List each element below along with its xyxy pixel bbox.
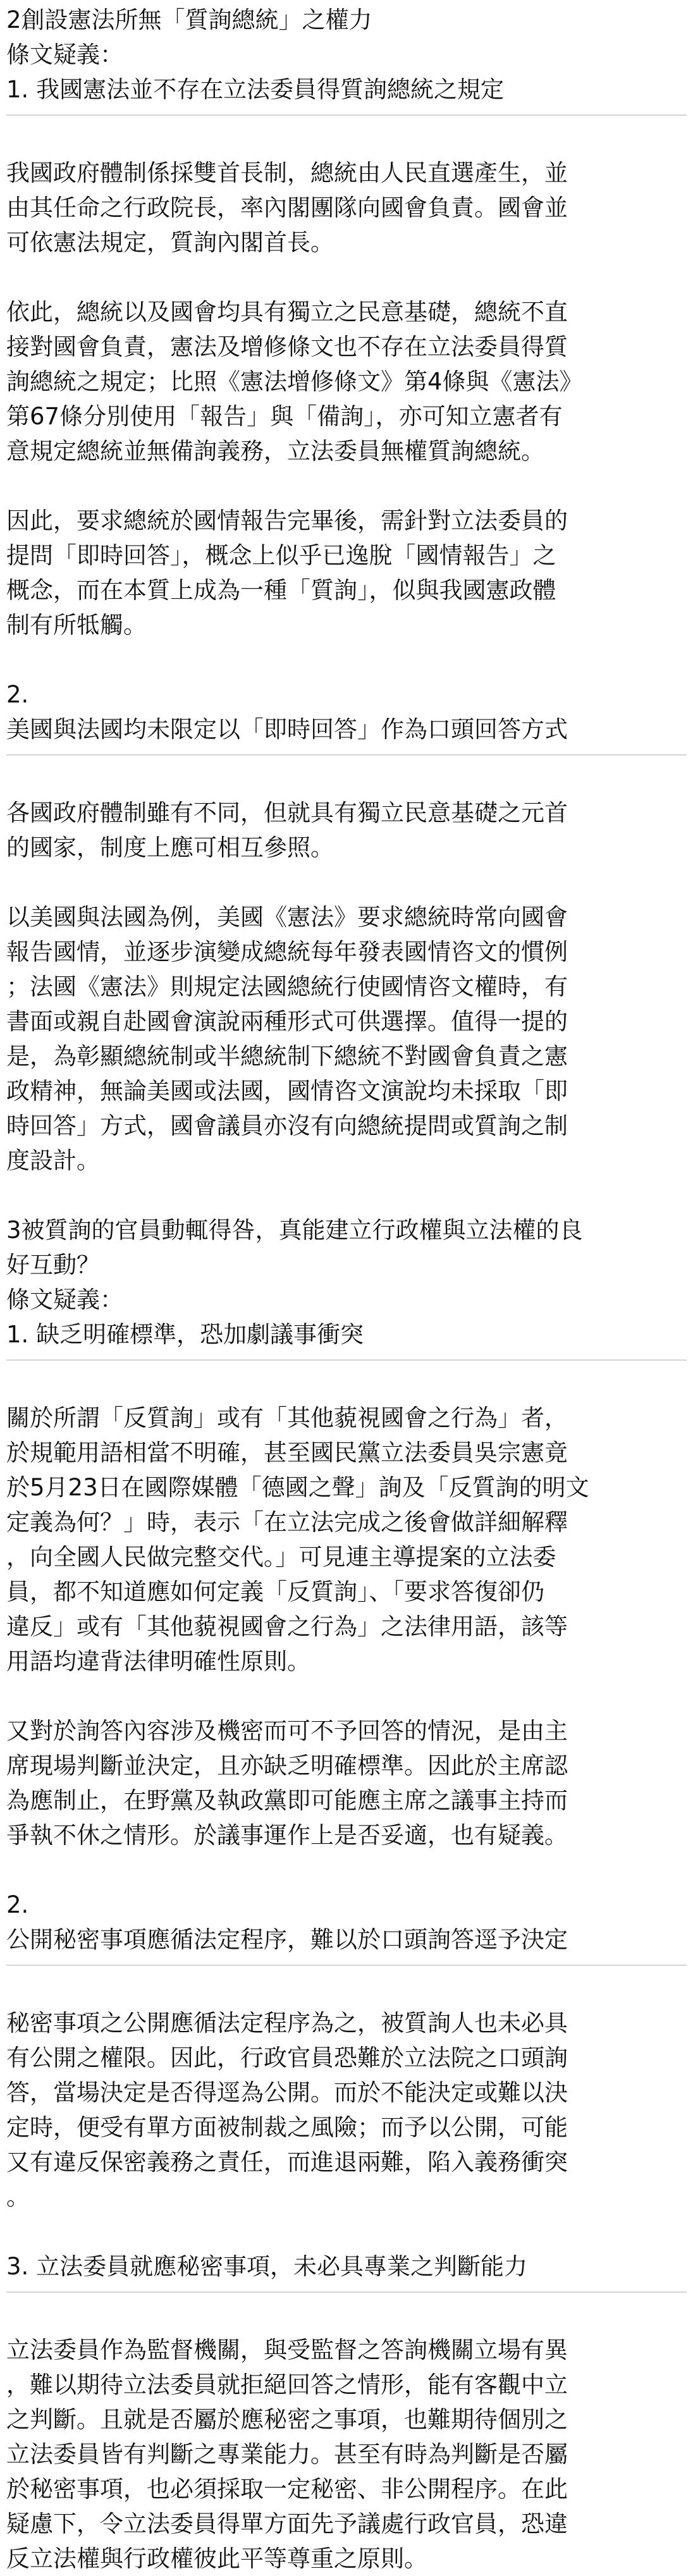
text-line: 關於所謂「反質詢」或有「其他藐視國會之行為」者， <box>6 1404 568 1432</box>
text-line: 是，為彰顯總統制或半總統制下總統不對國會負責之憲 <box>6 1043 568 1070</box>
text-line: 因此，要求總統於國情報告完畢後，需針對立法委員的 <box>6 507 568 534</box>
text-line: 爭執不休之情形。於議事運作上是否妥適，也有疑義。 <box>6 1822 568 1849</box>
text-line: 第67條分別使用「報告」與「備詢」，亦可知立憲者有 <box>6 403 563 430</box>
text-line: 之判斷。且就是否屬於應秘密之事項，也難期待個別之 <box>6 2406 568 2433</box>
text-line: 用語均違背法律明確性原則。 <box>6 1648 310 1675</box>
divider <box>6 114 687 116</box>
text-line: 提問「即時回答」，概念上似乎已逸脫「國情報告」之 <box>6 542 556 569</box>
paragraph-gap <box>6 1679 683 1714</box>
text-line: 席現場判斷並決定，且亦缺乏明確標準。因此於主席認 <box>6 1752 568 1779</box>
text-line: 2. <box>6 681 29 708</box>
text-line: 好互動？ <box>6 1251 100 1279</box>
text-line: 1. 我國憲法並不存在立法委員得質詢總統之規定 <box>6 76 505 103</box>
text-line: 由其任命之行政院長，率內閣團隊向國會負責。國會並 <box>6 194 568 221</box>
paragraph-gap <box>6 1366 683 1401</box>
paragraph-gap <box>6 121 683 156</box>
text-line: 制有所牴觸。 <box>6 611 147 639</box>
text-line: ，向全國人民做完整交代。」可見連主導提案的立法委 <box>6 1543 556 1571</box>
text-line: 概念，而在本質上成為一種「質詢」，似與我國憲政體 <box>6 577 556 604</box>
text-line: ，難以期待立法委員就拒絕回答之情形，能有客觀中立 <box>6 2371 568 2398</box>
text-line: 意規定總統並無備詢義務，立法委員無權質詢總統。 <box>6 438 544 465</box>
text-line: 2. <box>6 1891 29 1918</box>
text-line: 於規範用語相當不明確，甚至國民黨立法委員吳宗憲竟 <box>6 1439 568 1466</box>
text-line: 書面或親自赴國會演說兩種形式可供選擇。值得一提的 <box>6 1008 568 1035</box>
text-line: 違反」或有「其他藐視國會之行為」之法律用語，該等 <box>6 1613 568 1640</box>
text-line: 3. 立法委員就應秘密事項，未必具專業之判斷能力 <box>6 2253 528 2280</box>
text-line: 美國與法國均未限定以「即時回答」作為口頭回答方式 <box>6 716 568 743</box>
text-line: 公開秘密事項應循法定程序，難以於口頭詢答逕予決定 <box>6 1926 568 1953</box>
paragraph-gap <box>6 1178 683 1213</box>
paragraph-gap <box>6 260 683 295</box>
text-line: 3被質詢的官員動輒得咎，真能建立行政權與立法權的良 <box>6 1217 583 1244</box>
text-line: 有公開之權限。因此，行政官員恐難於立法院之口頭詢 <box>6 2044 568 2071</box>
paragraph-gap <box>6 2214 683 2249</box>
divider <box>6 1965 687 1966</box>
paragraph-gap <box>6 865 683 900</box>
text-line: 依此，總統以及國會均具有獨立之民意基礎，總統不直 <box>6 298 568 326</box>
text-line: 又對於詢答內容涉及機密而可不予回答的情況，是由主 <box>6 1717 568 1745</box>
paragraph-gap <box>6 642 683 677</box>
paragraph-gap <box>6 1971 683 2006</box>
text-line: 於5月23日在國際媒體「德國之聲」詢及「反質詢的明文 <box>6 1474 589 1501</box>
document-body <box>6 3 683 2576</box>
text-line: 時回答」方式，國會議員亦沒有向總統提問或質詢之制 <box>6 1112 568 1139</box>
text-line: 政精神，無論美國或法國，國情咨文演說均未採取「即 <box>6 1077 568 1105</box>
text-line: 詢總統之規定；比照《憲法增修條文》第4條與《憲法》 <box>6 368 583 395</box>
paragraph-gap <box>6 2298 683 2333</box>
text-line: 定時，便受有單方面被制裁之風險；而予以公開，可能 <box>6 2114 568 2141</box>
divider <box>6 754 687 756</box>
text-line: 立法委員皆有判斷之專業能力。甚至有時為判斷是否屬 <box>6 2441 568 2468</box>
text-line: 。 <box>6 2183 30 2211</box>
text-line: 又有違反保密義務之責任，而進退兩難，陷入義務衝突 <box>6 2149 568 2176</box>
divider <box>6 1359 687 1361</box>
text-line: 各國政府體制雖有不同，但就具有獨立民意基礎之元首 <box>6 799 568 826</box>
text-line: 2創設憲法所無「質詢總統」之權力 <box>6 6 372 34</box>
text-line: 我國政府體制係採雙首長制，總統由人民直選產生，並 <box>6 159 568 187</box>
text-line: 1. 缺乏明確標準，恐加劇議事衝突 <box>6 1321 364 1348</box>
text-line: 定義為何？」時，表示「在立法完成之後會做詳細解釋 <box>6 1509 568 1536</box>
paragraph-gap <box>6 469 683 503</box>
text-line: 員，都不知道應如何定義「反質詢」、「要求答復卻仍 <box>6 1578 544 1605</box>
text-line: 條文疑義： <box>6 41 123 68</box>
text-line: ；法國《憲法》則規定法國總統行使國情咨文權時，有 <box>6 973 568 1000</box>
text-line: 秘密事項之公開應循法定程序為之，被質詢人也未必具 <box>6 2009 568 2037</box>
text-line: 反立法權與行政權彼此平等尊重之原則。 <box>6 2545 427 2572</box>
text-line: 以美國與法國為例，美國《憲法》要求總統時常向國會 <box>6 904 568 931</box>
divider <box>6 2291 687 2293</box>
text-line: 可依憲法規定，質詢內閣首長。 <box>6 229 334 256</box>
paragraph-gap <box>6 1853 683 1887</box>
text-line: 條文疑義： <box>6 1286 123 1313</box>
text-line: 報告國情，並逐步演變成總統每年發表國情咨文的慣例 <box>6 938 568 966</box>
text-line: 度設計。 <box>6 1147 100 1174</box>
text-line: 疑慮下，令立法委員得單方面先予議處行政官員，恐違 <box>6 2510 568 2537</box>
text-line: 的國家，制度上應可相互參照。 <box>6 834 334 861</box>
text-line: 答，當場決定是否得逕為公開。而於不能決定或難以決 <box>6 2079 568 2106</box>
text-line: 於秘密事項，也必須採取一定秘密、非公開程序。在此 <box>6 2475 568 2503</box>
text-line: 立法委員作為監督機關，與受監督之答詢機關立場有異 <box>6 2336 568 2364</box>
text-line: 為應制止，在野黨及執政黨即可能應主席之議事主持而 <box>6 1787 568 1814</box>
paragraph-gap <box>6 761 683 795</box>
text-line: 接對國會負責，憲法及增修條文也不存在立法委員得質 <box>6 333 568 360</box>
